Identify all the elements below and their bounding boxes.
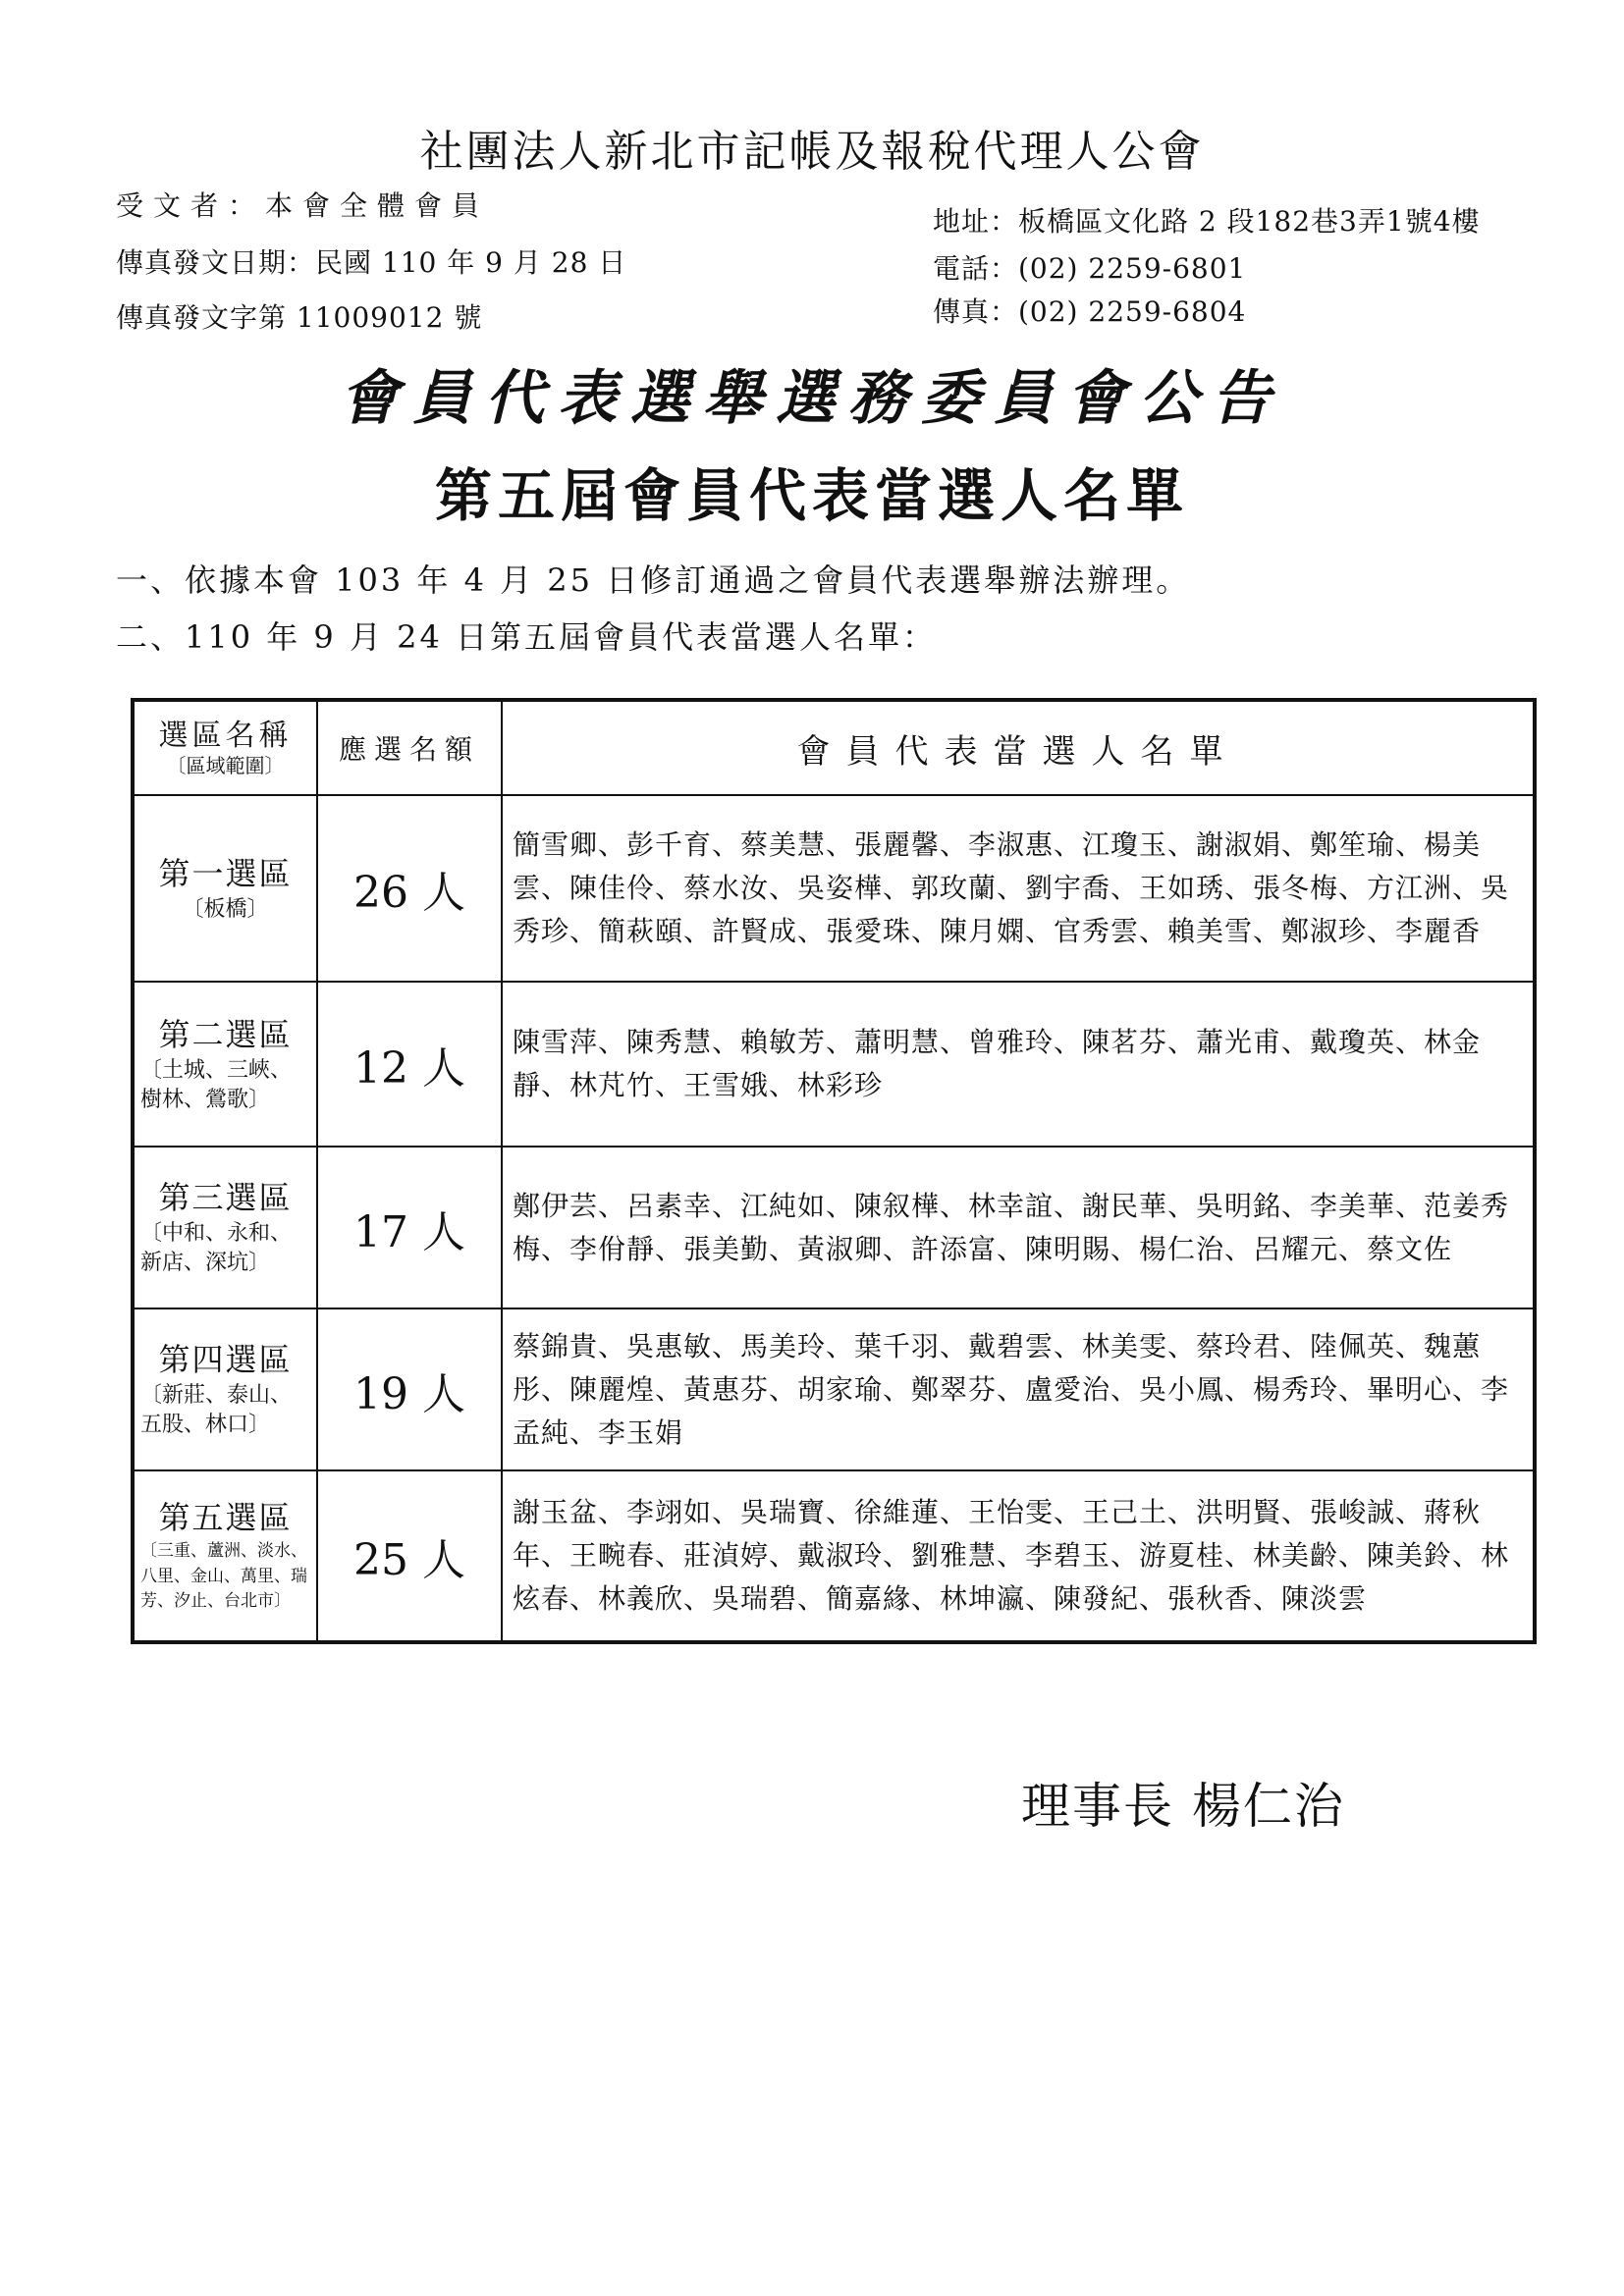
organization-name: 社團法人新北市記帳及報稅代理人公會 [419, 127, 1205, 177]
names-cell: 蔡錦貴、吳惠敏、馬美玲、葉千羽、戴碧雲、林美雯、蔡玲君、陸佩英、魏蕙彤、陳麗煌、黃惠芬、胡家瑜、鄭翠芬、盧愛治、吳小鳳、楊秀玲、畢明心、李孟純、李玉娟 [502, 1308, 1535, 1470]
address-line: 地址：板橋區文化路 2 段182巷3弄1號4樓 [933, 205, 1481, 238]
table-row [133, 1470, 1535, 1642]
quota-cell: 19 人 [317, 1308, 502, 1470]
header-names: 會員代表當選人名單 [502, 700, 1535, 795]
district-name: 第一選區 [158, 854, 293, 892]
fax-number-line: 傳真發文字第 11009012 號 [116, 301, 483, 334]
district-range: 〔板橋〕 [182, 896, 269, 922]
notice-subtitle: 第五屆會員代表當選人名單 [434, 462, 1189, 529]
quota-cell: 17 人 [317, 1147, 502, 1308]
notice-item-1: 一、依據本會 103 年 4 月 25 日修訂通過之會員代表選舉辦法辦理。 [116, 561, 1191, 599]
names-cell: 陳雪萍、陳秀慧、賴敏芳、蕭明慧、曾雅玲、陳茗芬、蕭光甫、戴瓊英、林金靜、林芃竹、王雪娥、林彩珍 [502, 982, 1535, 1147]
district-cell [133, 1470, 317, 1642]
table-row [133, 1147, 1535, 1308]
district-name: 第三選區 [158, 1179, 293, 1217]
table-row [133, 982, 1535, 1147]
fax-line: 傳真：(02) 2259-6804 [933, 295, 1247, 328]
names-cell: 簡雪卿、彭千育、蔡美慧、張麗馨、李淑惠、江瓊玉、謝淑娟、鄭笙瑜、楊美雲、陳佳伶、蔡水汝、吳姿樺、郭玫蘭、劉宇喬、王如琇、張冬梅、方江洲、吳秀珍、簡萩頤、許賢成、張愛珠、陳月嫻、官秀雲、賴美雪、鄭淑珍、李麗香 [502, 795, 1535, 982]
header-district-label: 選區名稱 [158, 718, 293, 753]
phone-line: 電話：(02) 2259-6801 [933, 252, 1247, 285]
elected-representatives-table [131, 698, 1537, 1644]
district-cell [133, 1308, 317, 1470]
district-cell [133, 1147, 317, 1308]
header-district-sub: 〔區域範圍〕 [166, 754, 285, 778]
quota-cell: 25 人 [317, 1470, 502, 1642]
district-range: 〔三重、蘆洲、淡水、八里、金山、萬里、瑞芳、汐止、台北市〕 [140, 1541, 307, 1612]
notice-item-2: 二、110 年 9 月 24 日第五屆會員代表當選人名單： [116, 618, 938, 656]
table-row [133, 1308, 1535, 1470]
fax-date-line: 傳真發文日期：民國 110 年 9 月 28 日 [116, 246, 627, 279]
table-row [133, 795, 1535, 982]
chairman-signature: 理事長 楊仁治 [1021, 1778, 1345, 1835]
header-quota: 應選名額 [317, 700, 502, 795]
district-name: 第二選區 [158, 1015, 293, 1053]
quota-cell: 26 人 [317, 795, 502, 982]
names-cell: 鄭伊芸、呂素幸、江純如、陳叙樺、林幸誼、謝民華、吳明銘、李美華、范姜秀梅、李佾靜、張美勤、黃淑卿、許添富、陳明賜、楊仁治、呂耀元、蔡文佐 [502, 1147, 1535, 1308]
header-district [133, 700, 317, 795]
recipient-line: 受文者：本會全體會員 [116, 189, 490, 222]
district-range: 〔新莊、泰山、五股、林口〕 [140, 1383, 293, 1438]
quota-cell: 12 人 [317, 982, 502, 1147]
notice-title: 會員代表選舉選務委員會公告 [340, 364, 1284, 433]
district-name: 第四選區 [158, 1341, 293, 1379]
district-cell [133, 982, 317, 1147]
district-cell [133, 795, 317, 982]
district-range: 〔土城、三峽、樹林、鶯歌〕 [140, 1057, 293, 1112]
table-header-row [133, 700, 1535, 795]
district-name: 第五選區 [158, 1499, 293, 1537]
names-cell: 謝玉盆、李翊如、吳瑞寶、徐維蓮、王怡雯、王己土、洪明賢、張峻誠、蔣秋年、王畹春、莊湞婷、戴淑玲、劉雅慧、李碧玉、游夏桂、林美齡、陳美鈴、林炫春、林義欣、吳瑞碧、簡嘉緣、林坤瀛、陳發紀、張秋香、陳淡雲 [502, 1470, 1535, 1642]
district-range: 〔中和、永和、新店、深坑〕 [140, 1221, 293, 1276]
